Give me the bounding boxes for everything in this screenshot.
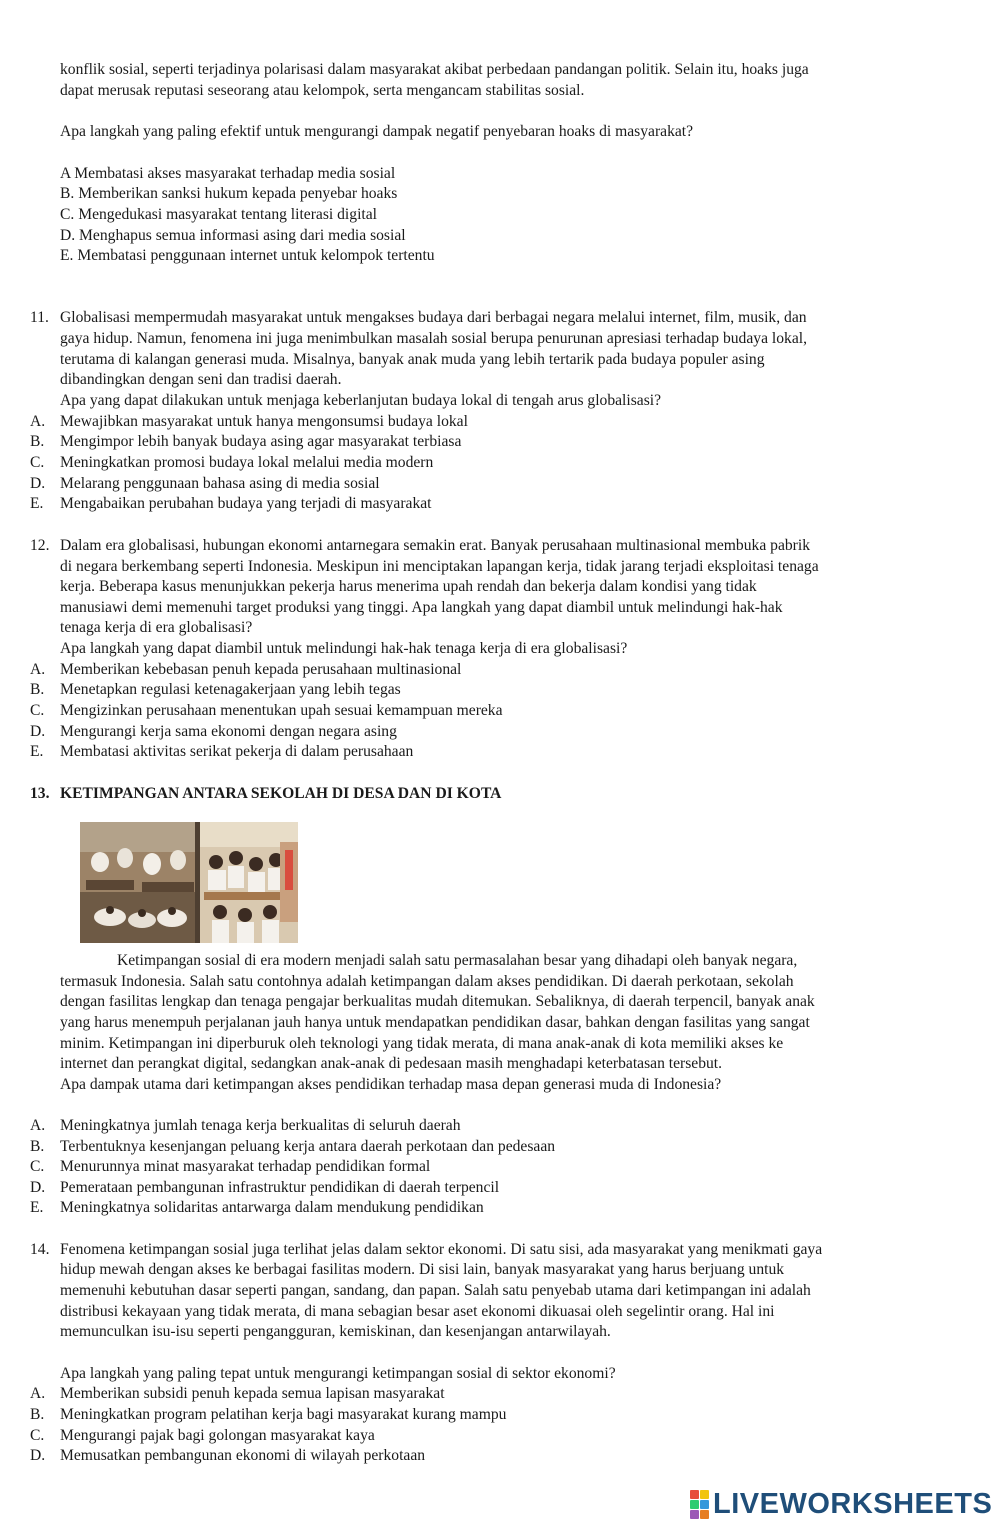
option-text: Meningkatnya solidaritas antarwarga dalam mendukung pendidikan bbox=[60, 1199, 484, 1216]
option-text: Menetapkan regulasi ketenagakerjaan yang lebih tegas bbox=[60, 681, 401, 698]
question-prompt: Apa yang dapat dilakukan untuk menjaga keberlanjutan budaya lokal di tengah arus globalisasi? bbox=[60, 392, 662, 409]
option-text: Terbentuknya kesenjangan peluang kerja antara daerah perkotaan dan pedesaan bbox=[60, 1138, 556, 1155]
option-text: Meningkatkan program pelatihan kerja bagi masyarakat kurang mampu bbox=[60, 1406, 507, 1423]
section-heading: KETIMPANGAN ANTARA SEKOLAH DI DESA DAN DI KOTA bbox=[60, 785, 502, 802]
option-letter: E. bbox=[30, 1199, 44, 1216]
question-number: 14. bbox=[30, 1241, 50, 1258]
classroom-photo bbox=[80, 822, 298, 943]
option-text: Memusatkan pembangunan ekonomi di wilayah perkotaan bbox=[60, 1447, 426, 1464]
option-text: Memberikan kebebasan penuh kepada perusahaan multinasional bbox=[60, 661, 462, 678]
option-letter: B. bbox=[30, 1406, 45, 1423]
question-line: Fenomena ketimpangan sosial juga terlihat jelas dalam sektor ekonomi. Di satu sisi, ada masyarakat yang menikmati gaya bbox=[60, 1241, 823, 1258]
option-letter: C. bbox=[30, 1427, 45, 1444]
intro-line: konflik sosial, seperti terjadinya polarisasi dalam masyarakat akibat perbedaan pandangan politik. Selain itu, hoaks juga bbox=[60, 61, 809, 78]
option-letter: A. bbox=[30, 1385, 46, 1402]
logo-block bbox=[700, 1490, 709, 1499]
question-number: 12. bbox=[30, 537, 50, 554]
option-text: Mengurangi pajak bagi golongan masyarakat kaya bbox=[60, 1427, 375, 1444]
logo-block bbox=[700, 1500, 709, 1509]
intro-option-c: C. Mengedukasi masyarakat tentang literasi digital bbox=[60, 206, 377, 223]
intro-option-e: E. Membatasi penggunaan internet untuk kelompok tertentu bbox=[60, 247, 435, 264]
option-letter: B. bbox=[30, 433, 45, 450]
option-letter: D. bbox=[30, 1179, 46, 1196]
question-line: manusiawi demi memenuhi target produksi yang tinggi. Apa langkah yang dapat diambil untuk melindungi hak-hak bbox=[60, 599, 783, 616]
intro-option-a: A Membatasi akses masyarakat terhadap media sosial bbox=[60, 165, 396, 182]
intro-question: Apa langkah yang paling efektif untuk mengurangi dampak negatif penyebaran hoaks di masyarakat? bbox=[60, 123, 694, 140]
option-text: Menurunnya minat masyarakat terhadap pendidikan formal bbox=[60, 1158, 431, 1175]
option-letter: A. bbox=[30, 1117, 46, 1134]
liveworksheets-logo bbox=[690, 1489, 992, 1519]
question-prompt: Apa dampak utama dari ketimpangan akses pendidikan terhadap masa depan generasi muda di Indonesia? bbox=[60, 1076, 722, 1093]
question-line: Dalam era globalisasi, hubungan ekonomi antarnegara semakin erat. Banyak perusahaan multinasional membuka pabrik bbox=[60, 537, 810, 554]
option-letter: A. bbox=[30, 661, 46, 678]
option-letter: B. bbox=[30, 1138, 45, 1155]
option-text: Pemerataan pembangunan infrastruktur pendidikan di daerah terpencil bbox=[60, 1179, 500, 1196]
intro-line: dapat merusak reputasi seseorang atau kelompok, serta mengancam stabilitas sosial. bbox=[60, 82, 585, 99]
option-text: Mengimpor lebih banyak budaya asing agar masyarakat terbiasa bbox=[60, 433, 462, 450]
option-letter: A. bbox=[30, 413, 46, 430]
question-line: internet dan perangkat digital, sedangkan anak-anak di pedesaan masih menghadapi keterbatasan tersebut. bbox=[60, 1055, 723, 1072]
question-line: yang harus menempuh perjalanan jauh hanya untuk mendapatkan pendidikan dasar, bahkan dengan fasilitas yang sangat bbox=[60, 1014, 810, 1031]
option-letter: C. bbox=[30, 1158, 45, 1175]
question-number: 11. bbox=[30, 309, 49, 326]
question-line: terutama di kalangan generasi muda. Misalnya, banyak anak muda yang lebih tertarik pada budaya populer asing bbox=[60, 351, 765, 368]
option-letter: B. bbox=[30, 681, 45, 698]
logo-block bbox=[690, 1500, 699, 1509]
question-prompt: Apa langkah yang paling tepat untuk mengurangi ketimpangan sosial di sektor ekonomi? bbox=[60, 1365, 616, 1382]
question-line: hidup mewah dengan akses ke berbagai fasilitas modern. Di sisi lain, banyak masyarakat yang harus berjuang untuk bbox=[60, 1261, 785, 1278]
question-line: memenuhi kebutuhan dasar seperti pangan, sandang, dan papan. Salah satu penyebab utama dari ketimpangan ini adalah bbox=[60, 1282, 811, 1299]
question-line: tenaga kerja di era globalisasi? bbox=[60, 619, 253, 636]
option-text: Memberikan subsidi penuh kepada semua lapisan masyarakat bbox=[60, 1385, 445, 1402]
option-letter: E. bbox=[30, 743, 44, 760]
option-letter: E. bbox=[30, 495, 44, 512]
question-line: memunculkan isu-isu seperti pengangguran, kemiskinan, dan kesenjangan antarwilayah. bbox=[60, 1323, 611, 1340]
question-prompt: Apa langkah yang dapat diambil untuk melindungi hak-hak tenaga kerja di era globalisasi? bbox=[60, 640, 628, 657]
question-line: distribusi kekayaan yang tidak merata, di mana sebagian besar aset ekonomi dikuasai oleh segelintir orang. Hal ini bbox=[60, 1303, 775, 1320]
question-line: Ketimpangan sosial di era modern menjadi salah satu permasalahan besar yang dihadapi oleh banyak negara, bbox=[117, 952, 798, 969]
option-text: Mewajibkan masyarakat untuk hanya mengonsumsi budaya lokal bbox=[60, 413, 468, 430]
logo-block bbox=[690, 1510, 699, 1519]
intro-option-b: B. Memberikan sanksi hukum kepada penyebar hoaks bbox=[60, 185, 398, 202]
option-letter: C. bbox=[30, 454, 45, 471]
option-text: Meningkatkan promosi budaya lokal melalui media modern bbox=[60, 454, 434, 471]
option-text: Meningkatnya jumlah tenaga kerja berkualitas di seluruh daerah bbox=[60, 1117, 461, 1134]
logo-text: LIVEWORKSHEETS bbox=[713, 1487, 993, 1520]
logo-blocks-icon bbox=[690, 1490, 709, 1519]
intro-option-d: D. Menghapus semua informasi asing dari media sosial bbox=[60, 227, 406, 244]
option-letter: D. bbox=[30, 1447, 46, 1464]
logo-block bbox=[700, 1510, 709, 1519]
question-line: gaya hidup. Namun, fenomena ini juga menimbulkan masalah sosial berupa penurunan apresiasi terhadap budaya lokal, bbox=[60, 330, 807, 347]
question-number: 13. bbox=[30, 785, 50, 802]
question-line: dibandingkan dengan seni dan tradisi daerah. bbox=[60, 371, 342, 388]
question-line: kerja. Beberapa kasus menunjukkan pekerja harus menerima upah rendah dan bekerja dalam kondisi yang tidak bbox=[60, 578, 757, 595]
logo-block bbox=[690, 1490, 699, 1499]
option-letter: D. bbox=[30, 723, 46, 740]
question-line: dengan fasilitas lengkap dan tenaga pengajar berkualitas mudah ditemukan. Sebaliknya, di daerah terpencil, banyak anak bbox=[60, 993, 815, 1010]
option-letter: D. bbox=[30, 475, 46, 492]
question-line: Globalisasi mempermudah masyarakat untuk mengakses budaya dari berbagai negara melalui internet, film, musik, dan bbox=[60, 309, 807, 326]
option-letter: C. bbox=[30, 702, 45, 719]
option-text: Mengabaikan perubahan budaya yang terjadi di masyarakat bbox=[60, 495, 432, 512]
option-text: Melarang penggunaan bahasa asing di media sosial bbox=[60, 475, 380, 492]
question-line: termasuk Indonesia. Salah satu contohnya adalah ketimpangan dalam akses pendidikan. Di daerah perkotaan, sekolah bbox=[60, 973, 794, 990]
option-text: Mengizinkan perusahaan menentukan upah sesuai kemampuan mereka bbox=[60, 702, 503, 719]
option-text: Mengurangi kerja sama ekonomi dengan negara asing bbox=[60, 723, 397, 740]
question-line: di negara berkembang seperti Indonesia. Meskipun ini menciptakan lapangan kerja, tidak jarang terjadi eksploitasi tenaga bbox=[60, 558, 819, 575]
question-line: minim. Ketimpangan ini diperburuk oleh teknologi yang tidak merata, di mana anak-anak di kota memiliki akses ke bbox=[60, 1035, 784, 1052]
option-text: Membatasi aktivitas serikat pekerja di dalam perusahaan bbox=[60, 743, 414, 760]
